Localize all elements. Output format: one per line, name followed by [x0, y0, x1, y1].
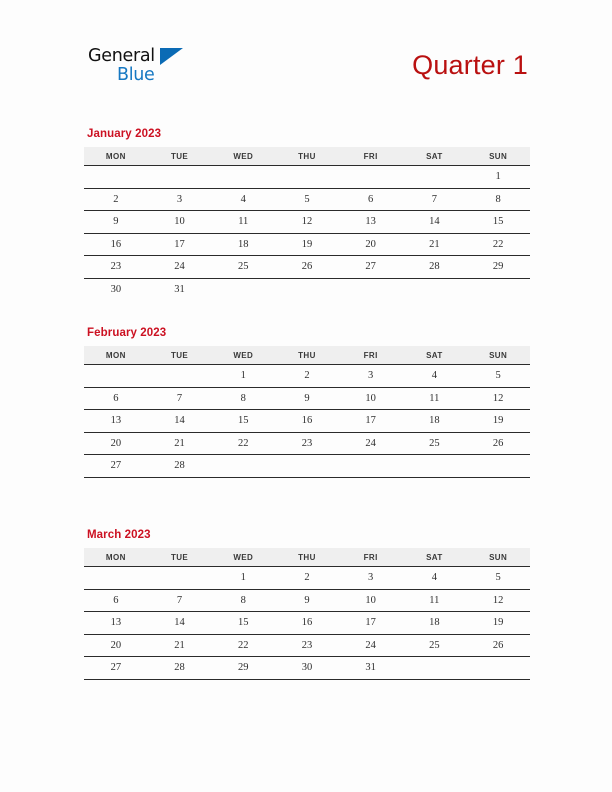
day-cell[interactable]: 4 — [403, 365, 467, 388]
day-cell[interactable]: 8 — [211, 589, 275, 612]
day-cell[interactable]: 7 — [148, 589, 212, 612]
day-cell[interactable]: 13 — [84, 410, 148, 433]
logo-text-blue: Blue — [117, 65, 155, 85]
weekday-header-tue: TUE — [148, 346, 212, 365]
weekday-header-mon: MON — [84, 548, 148, 567]
day-cell[interactable]: 25 — [403, 432, 467, 455]
day-cell-empty — [84, 567, 148, 590]
day-cell[interactable]: 3 — [339, 365, 403, 388]
day-cell[interactable]: 12 — [466, 387, 530, 410]
day-cell[interactable]: 28 — [403, 256, 467, 279]
day-cell[interactable]: 25 — [211, 256, 275, 279]
weekday-header-sun: SUN — [466, 147, 530, 166]
day-cell[interactable]: 26 — [466, 432, 530, 455]
day-cell[interactable]: 3 — [148, 188, 212, 211]
day-cell[interactable]: 22 — [211, 634, 275, 657]
day-cell[interactable]: 14 — [403, 211, 467, 234]
calendar-table-march — [84, 548, 530, 680]
day-cell[interactable]: 17 — [339, 410, 403, 433]
quarter-title: Quarter 1 — [412, 50, 528, 80]
weekday-header-row-march — [84, 548, 530, 567]
weekday-header-row-february — [84, 346, 530, 365]
day-cell[interactable]: 19 — [275, 233, 339, 256]
day-cell-empty — [211, 278, 275, 300]
day-cell[interactable]: 4 — [211, 188, 275, 211]
day-cell[interactable]: 4 — [403, 567, 467, 590]
day-cell[interactable]: 10 — [148, 211, 212, 234]
day-cell-empty — [275, 278, 339, 300]
day-cell[interactable]: 9 — [84, 211, 148, 234]
month-block-february — [84, 327, 530, 478]
day-cell[interactable]: 17 — [339, 612, 403, 635]
day-cell-empty — [339, 166, 403, 189]
day-cell[interactable]: 10 — [339, 589, 403, 612]
day-cell[interactable]: 12 — [275, 211, 339, 234]
weekday-header-fri: FRI — [339, 548, 403, 567]
weekday-header-mon: MON — [84, 346, 148, 365]
day-cell[interactable]: 15 — [466, 211, 530, 234]
weekday-header-sat: SAT — [403, 346, 467, 365]
day-cell[interactable]: 21 — [148, 432, 212, 455]
day-cell[interactable]: 1 — [211, 365, 275, 388]
week-row — [84, 365, 530, 388]
day-cell[interactable]: 5 — [275, 188, 339, 211]
weekday-header-tue: TUE — [148, 548, 212, 567]
day-cell[interactable]: 15 — [211, 410, 275, 433]
day-cell-empty — [211, 455, 275, 478]
week-row — [84, 657, 530, 680]
day-cell[interactable]: 5 — [466, 365, 530, 388]
day-cell[interactable]: 20 — [339, 233, 403, 256]
day-cell-empty — [339, 455, 403, 478]
day-cell-empty — [466, 278, 530, 300]
day-cell[interactable]: 9 — [275, 589, 339, 612]
day-cell-empty — [84, 166, 148, 189]
weekday-header-thu: THU — [275, 147, 339, 166]
day-cell[interactable]: 29 — [466, 256, 530, 279]
day-cell-empty — [403, 278, 467, 300]
day-cell[interactable]: 24 — [339, 432, 403, 455]
day-cell[interactable]: 19 — [466, 410, 530, 433]
weekday-header-wed: WED — [211, 147, 275, 166]
weekday-header-sun: SUN — [466, 548, 530, 567]
day-cell[interactable]: 15 — [211, 612, 275, 635]
day-cell[interactable]: 23 — [84, 256, 148, 279]
day-cell[interactable]: 18 — [211, 233, 275, 256]
weekday-header-thu: THU — [275, 548, 339, 567]
weekday-header-fri: FRI — [339, 147, 403, 166]
day-cell[interactable]: 20 — [84, 634, 148, 657]
week-row — [84, 567, 530, 590]
weekday-header-mon: MON — [84, 147, 148, 166]
calendar-body-march — [84, 567, 530, 680]
day-cell[interactable]: 14 — [148, 612, 212, 635]
day-cell[interactable]: 8 — [211, 387, 275, 410]
day-cell[interactable]: 26 — [466, 634, 530, 657]
day-cell[interactable]: 30 — [275, 657, 339, 680]
calendar-table-january — [84, 147, 530, 300]
day-cell[interactable]: 28 — [148, 657, 212, 680]
day-cell[interactable]: 6 — [339, 188, 403, 211]
week-row — [84, 455, 530, 478]
day-cell[interactable]: 28 — [148, 455, 212, 478]
day-cell[interactable]: 21 — [148, 634, 212, 657]
day-cell[interactable]: 13 — [339, 211, 403, 234]
day-cell[interactable]: 27 — [339, 256, 403, 279]
day-cell[interactable]: 29 — [211, 657, 275, 680]
week-row — [84, 256, 530, 279]
day-cell[interactable]: 24 — [339, 634, 403, 657]
day-cell-empty — [403, 166, 467, 189]
week-row — [84, 612, 530, 635]
day-cell[interactable]: 2 — [84, 188, 148, 211]
day-cell-empty — [275, 166, 339, 189]
day-cell[interactable]: 9 — [275, 387, 339, 410]
weekday-header-fri: FRI — [339, 346, 403, 365]
page-header — [0, 0, 612, 110]
month-block-january — [84, 128, 530, 300]
day-cell-empty — [403, 657, 467, 680]
day-cell[interactable]: 10 — [339, 387, 403, 410]
day-cell[interactable]: 31 — [339, 657, 403, 680]
day-cell[interactable]: 3 — [339, 567, 403, 590]
day-cell[interactable]: 17 — [148, 233, 212, 256]
day-cell[interactable]: 27 — [84, 455, 148, 478]
week-row — [84, 432, 530, 455]
week-row — [84, 589, 530, 612]
weekday-header-tue: TUE — [148, 147, 212, 166]
week-row — [84, 188, 530, 211]
day-cell-empty — [275, 455, 339, 478]
day-cell[interactable]: 18 — [403, 612, 467, 635]
day-cell-empty — [84, 365, 148, 388]
day-cell[interactable]: 18 — [403, 410, 467, 433]
day-cell[interactable]: 2 — [275, 365, 339, 388]
weekday-header-wed: WED — [211, 548, 275, 567]
day-cell[interactable]: 27 — [84, 657, 148, 680]
week-row — [84, 278, 530, 300]
week-row — [84, 166, 530, 189]
day-cell[interactable]: 16 — [275, 410, 339, 433]
day-cell[interactable]: 2 — [275, 567, 339, 590]
day-cell[interactable]: 7 — [148, 387, 212, 410]
day-cell[interactable]: 6 — [84, 387, 148, 410]
day-cell-empty — [148, 166, 212, 189]
day-cell[interactable]: 19 — [466, 612, 530, 635]
weekday-header-sat: SAT — [403, 147, 467, 166]
calendar-body-february — [84, 365, 530, 478]
day-cell[interactable]: 20 — [84, 432, 148, 455]
week-row — [84, 211, 530, 234]
logo-triangle-icon — [160, 48, 183, 65]
day-cell[interactable]: 30 — [110, 283, 122, 295]
day-cell[interactable]: 16 — [275, 612, 339, 635]
calendar-table-february — [84, 346, 530, 478]
day-cell[interactable]: 23 — [275, 634, 339, 657]
day-cell[interactable]: 24 — [148, 256, 212, 279]
weekday-header-sat: SAT — [403, 548, 467, 567]
logo-text-general: General — [88, 46, 155, 66]
month-block-march — [84, 529, 530, 680]
day-cell[interactable]: 11 — [403, 589, 467, 612]
weekday-header-sun: SUN — [466, 346, 530, 365]
day-cell[interactable]: 7 — [403, 188, 467, 211]
day-cell-empty — [466, 657, 530, 680]
day-cell[interactable]: 16 — [84, 233, 148, 256]
day-cell-empty — [466, 455, 530, 478]
day-cell[interactable]: 12 — [466, 589, 530, 612]
weekday-header-wed: WED — [211, 346, 275, 365]
general-blue-logo — [88, 46, 208, 94]
day-cell[interactable]: 23 — [275, 432, 339, 455]
month-title-march: March 2023 — [87, 529, 151, 541]
day-cell-empty — [148, 365, 212, 388]
weekday-header-thu: THU — [275, 346, 339, 365]
day-cell-empty — [339, 278, 403, 300]
day-cell[interactable]: 21 — [403, 233, 467, 256]
day-cell-empty — [148, 567, 212, 590]
day-cell[interactable]: 1 — [466, 166, 530, 189]
day-cell[interactable]: 11 — [211, 211, 275, 234]
weekday-header-row-january — [84, 147, 530, 166]
day-cell[interactable]: 31 — [174, 283, 185, 295]
day-cell[interactable]: 14 — [148, 410, 212, 433]
day-cell-empty — [403, 455, 467, 478]
day-cell[interactable]: 22 — [211, 432, 275, 455]
calendar-body-january — [84, 166, 530, 301]
day-cell[interactable]: 1 — [211, 567, 275, 590]
day-cell-empty — [211, 166, 275, 189]
day-cell[interactable]: 6 — [84, 589, 148, 612]
month-title-january: January 2023 — [87, 128, 162, 140]
day-cell[interactable]: 13 — [84, 612, 148, 635]
day-cell[interactable]: 8 — [466, 188, 530, 211]
day-cell[interactable]: 5 — [466, 567, 530, 590]
day-cell[interactable]: 22 — [466, 233, 530, 256]
week-row — [84, 233, 530, 256]
day-cell[interactable]: 26 — [275, 256, 339, 279]
day-cell[interactable]: 11 — [403, 387, 467, 410]
week-row — [84, 634, 530, 657]
month-title-february: February 2023 — [87, 327, 167, 339]
day-cell[interactable]: 25 — [403, 634, 467, 657]
week-row — [84, 410, 530, 433]
week-row — [84, 387, 530, 410]
